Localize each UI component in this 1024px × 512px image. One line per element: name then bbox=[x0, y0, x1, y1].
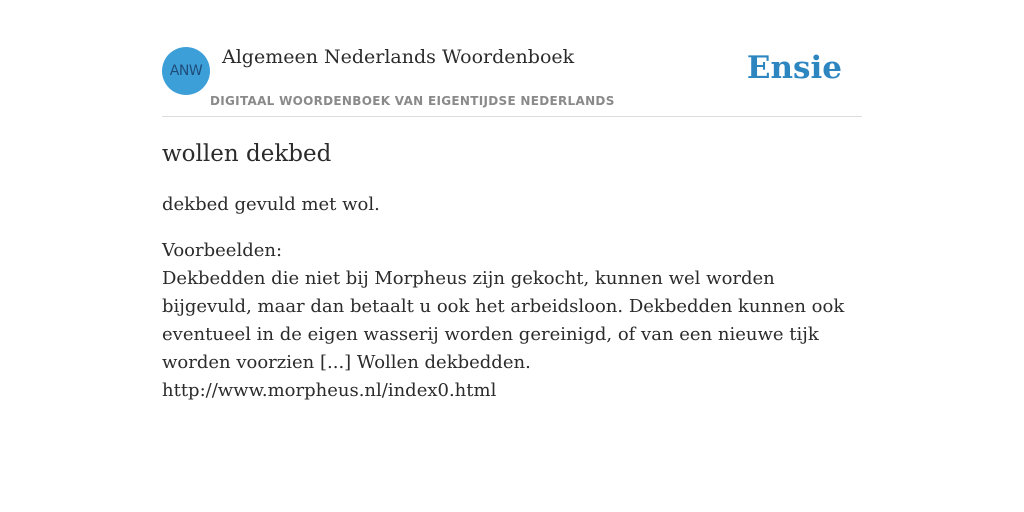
logo-text: ANW bbox=[169, 63, 203, 79]
example-source-link[interactable]: http://www.morpheus.nl/index0.html bbox=[162, 380, 497, 401]
examples-label: Voorbeelden: bbox=[162, 240, 283, 261]
example-text: Dekbedden die niet bij Morpheus zijn gekocht, kunnen wel worden bijgevuld, maar dan betaalt u ook het arbeidsloon. Dekbedden kunnen ook eventueel in de eigen wasserij worden gereinigd, of van een nieuwe tijk worden voorzien [...] Wollen dekbedden. bbox=[162, 268, 845, 373]
dictionary-subtitle: DIGITAAL WOORDENBOEK VAN EIGENTIJDSE NEDERLANDS bbox=[210, 94, 615, 108]
ensie-brand-link[interactable]: Ensie bbox=[746, 50, 842, 86]
entry-lemma: wollen dekbed bbox=[162, 141, 332, 167]
entry-definition: dekbed gevuld met wol. bbox=[162, 194, 380, 215]
page-header bbox=[162, 44, 862, 117]
dictionary-title[interactable]: Algemeen Nederlands Woordenboek bbox=[222, 46, 575, 68]
entry-content bbox=[162, 138, 862, 405]
examples-section bbox=[162, 237, 862, 405]
anw-logo[interactable] bbox=[162, 47, 210, 95]
